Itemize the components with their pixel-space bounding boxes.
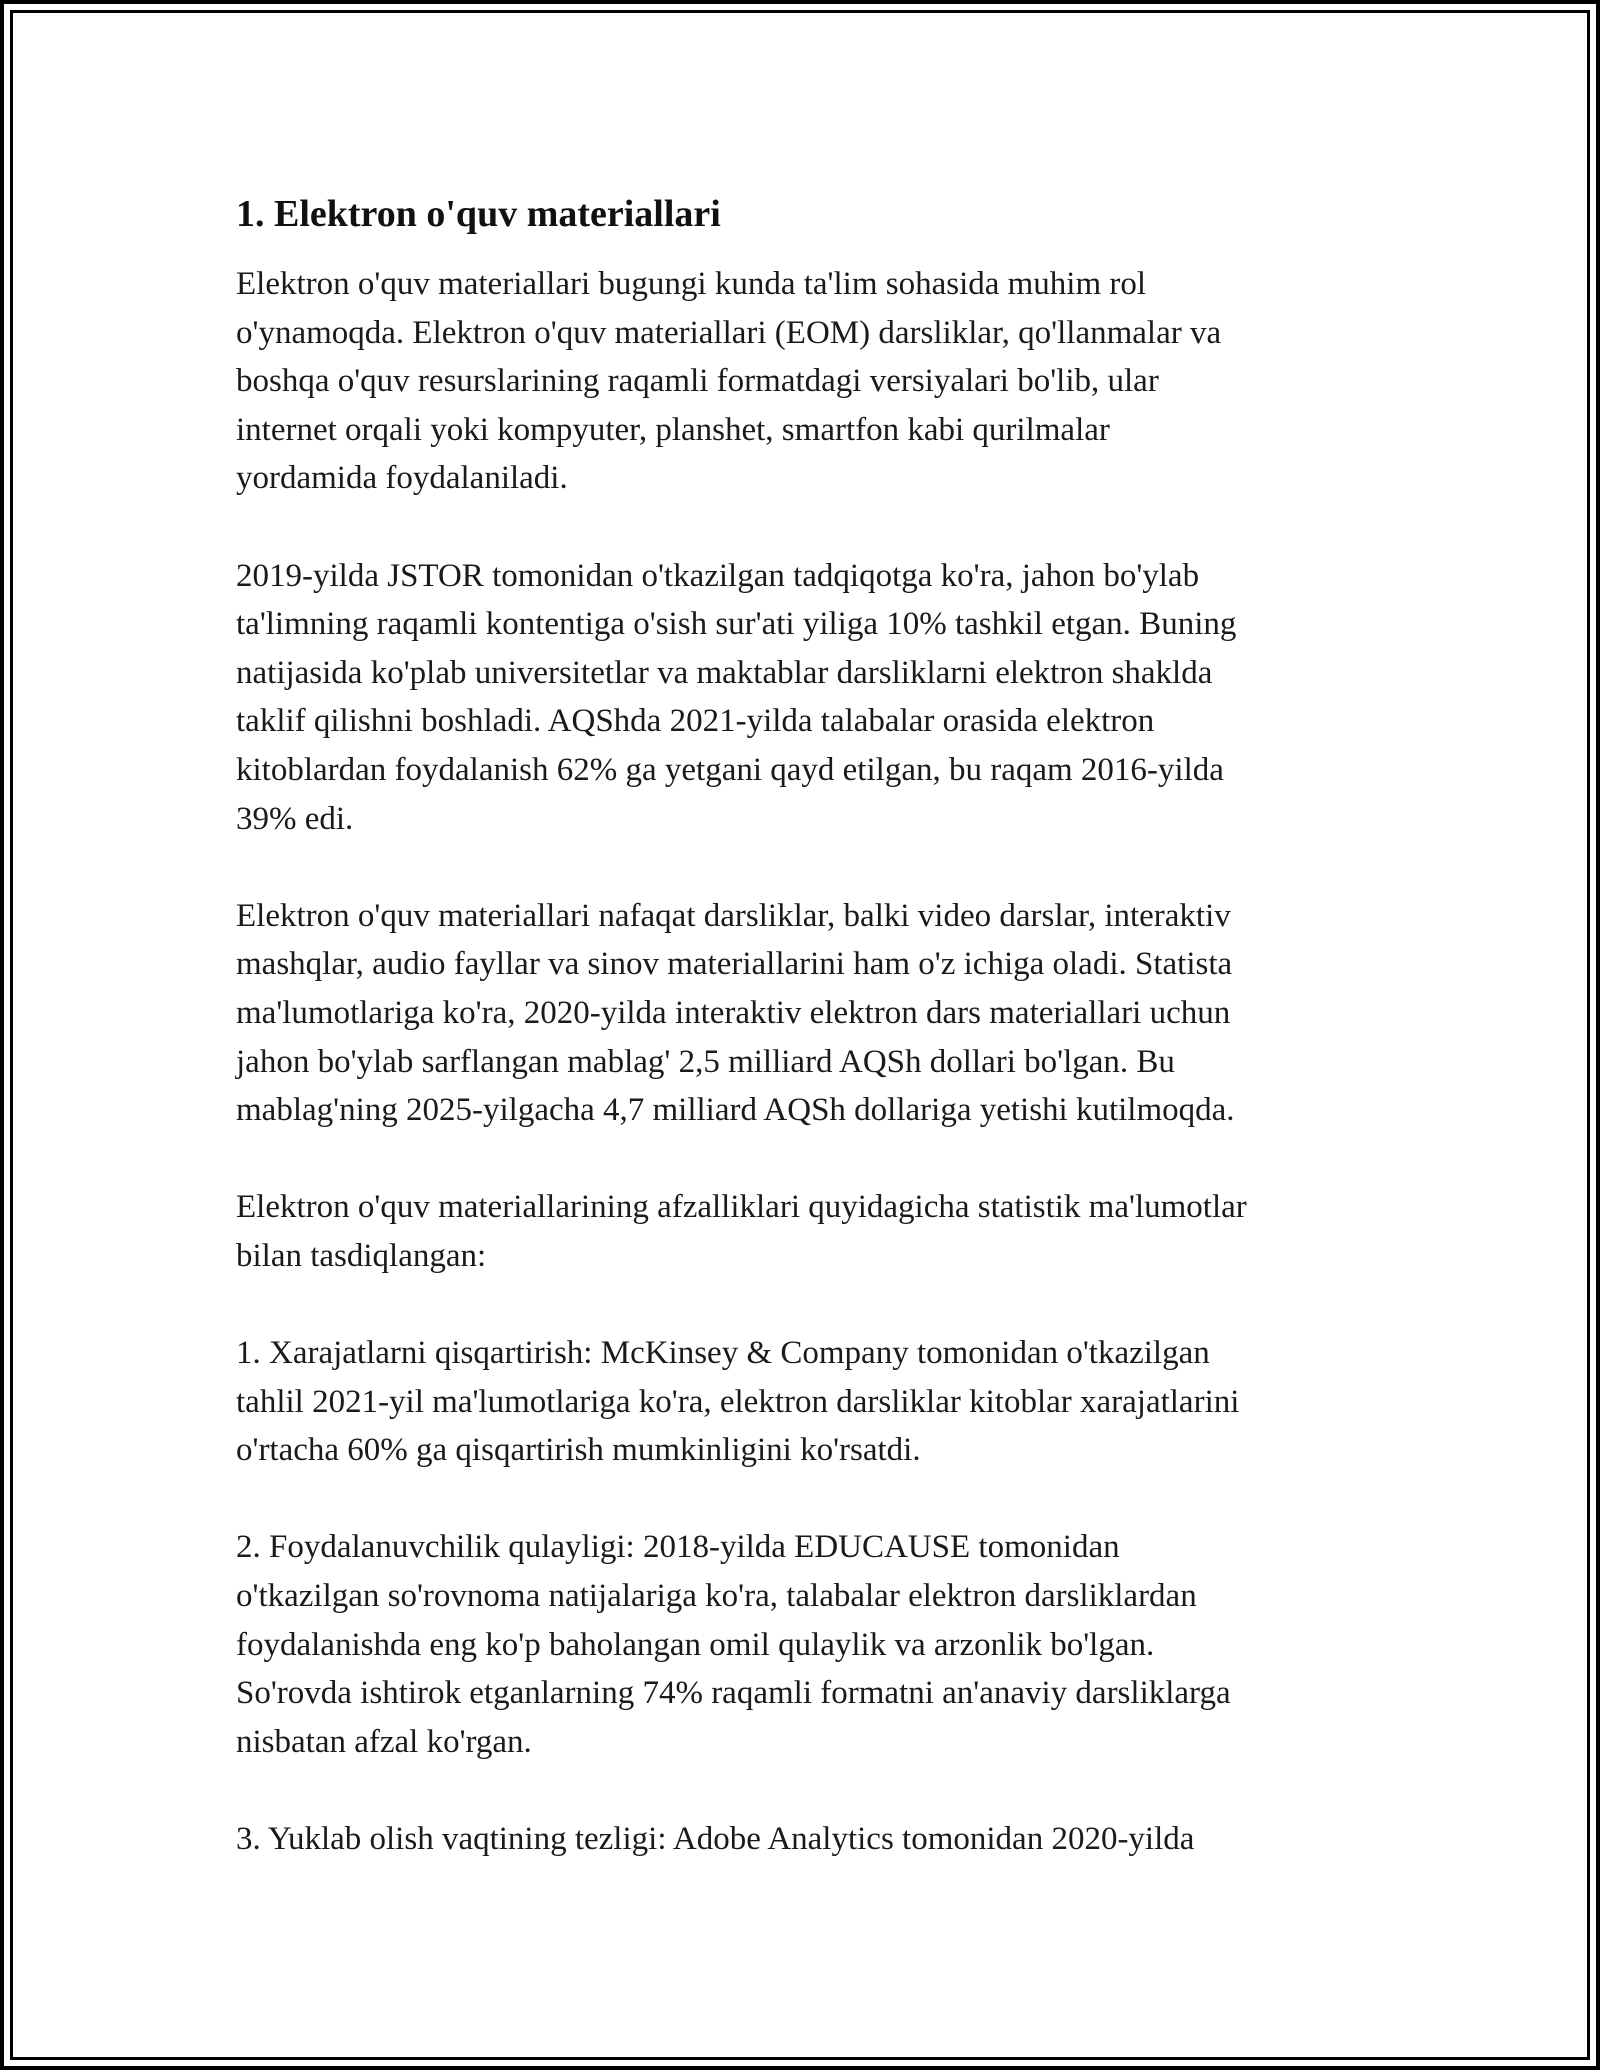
list-item-cost-reduction: 1. Xarajatlarni qisqartirish: McKinsey & Company tomonidan o'tkazilgan tahlil 2021-yil ma'lumotlariga ko'ra, elektron darsliklar kitoblar xarajatlarini o'rtacha 60% ga qisqartirish mumkinligini ko'rsatdi. [236,1335,1240,1469]
document-title: 1. Elektron o'quv materiallari [236,193,721,235]
list-item-download-speed: 3. Yuklab olish vaqtining tezligi: Adobe Analytics tomonidan 2020-yilda [236,1821,1195,1857]
paragraph-jstor: 2019-yilda JSTOR tomonidan o'tkazilgan tadqiqotga ko'ra, jahon bo'ylab ta'limning raqamli kontentiga o'sish sur'ati yiliga 10% tashkil etgan. Buning natijasida ko'plab universitetlar va maktablar darsliklarni elektron shaklda taklif qilishni boshladi. AQShda 2021-yilda talabalar orasida elektron kitoblardan foydalanish 62% ga yetgani qayd etilgan, bu raqam 2016-yilda 39% edi. [236,557,1237,837]
document-body [236,186,1376,1912]
paragraph-advantages-intro: Elektron o'quv materiallarining afzalliklari quyidagicha statistik ma'lumotlar bilan tasdiqlangan: [236,1189,1247,1274]
paragraph-intro: Elektron o'quv materiallari bugungi kunda ta'lim sohasida muhim rol o'ynamoqda. Elektron o'quv materiallari (EOM) darsliklar, qo'llanmalar va boshqa o'quv resurslarining raqamli formatdagi versiyalari bo'lib, ular internet orqali yoki kompyuter, planshet, smartfon kabi qurilmalar yordamida foydalaniladi. [236,266,1222,497]
list-item-usability: 2. Foydalanuvchilik qulayligi: 2018-yilda EDUCAUSE tomonidan o'tkazilgan so'rovnoma natijalariga ko'ra, talabalar elektron darsliklardan foydalanishda eng ko'p baholangan omil qulaylik va arzonlik bo'lgan. So'rovda ishtirok etganlarning 74% raqamli formatni an'anaviy darsliklarga nisbatan afzal ko'rgan. [236,1529,1231,1760]
paragraph-statista: Elektron o'quv materiallari nafaqat darsliklar, balki video darslar, interaktiv mashqlar, audio fayllar va sinov materiallarini ham o'z ichiga oladi. Statista ma'lumotlariga ko'ra, 2020-yilda interaktiv elektron dars materiallari uchun jahon bo'ylab sarflangan mablag' 2,5 milliard AQSh dollari bo'lgan. Bu mablag'ning 2025-yilgacha 4,7 milliard AQSh dollariga yetishi kutilmoqda. [236,897,1235,1129]
